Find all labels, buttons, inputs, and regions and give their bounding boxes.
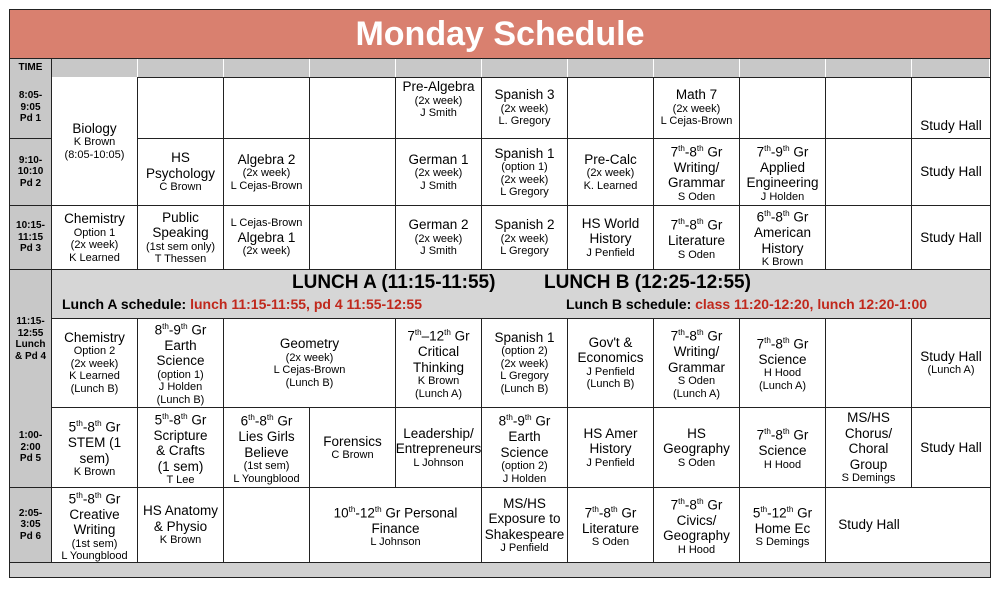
class-cell [482,77,568,138]
class-detail-line: T Thessen [154,253,207,265]
lunch-time-label: 11:15- 12:55 Lunch & Pd 4 [10,270,52,408]
class-detail-line: J Smith [420,179,457,192]
class-cell [482,206,568,269]
class-detail-line: (2x week) [242,167,291,180]
class-name-line: 7th-8th Gr [584,504,637,520]
header-cell [396,59,482,77]
class-cell [568,488,654,562]
class-name-line: Geography [663,441,730,457]
class-detail-line: K Learned [69,370,120,383]
class-name-line: Algebra 1 [237,229,296,245]
class-detail-line: S Oden [677,456,716,469]
class-detail-line: (option 1) [157,368,204,381]
header-cell [568,59,654,77]
class-cell [826,318,912,407]
class-name-line: Study Hall [920,229,982,245]
class-name-line: History [589,231,632,247]
class-detail-line: T Lee [166,474,195,486]
lunch-a-schedule-value: lunch 11:15-11:55, pd 4 11:55-12:55 [190,296,422,312]
class-cell [310,77,396,138]
class-detail-line: (2x week) [242,245,291,258]
class-detail-line: K Brown [73,466,116,479]
class-name-line: Grammar [668,359,725,375]
class-cell [224,139,310,205]
class-detail-line: L Cejas-Brown [230,217,303,230]
header-cell [654,59,740,77]
class-detail-line: J Penfield [586,365,635,378]
class-cell [138,77,224,138]
class-name-line: 7th-8th Gr [670,143,723,160]
lunch-b-schedule-label: Lunch B schedule: [566,296,692,312]
period-time: 2:05- 3:05 Pd 6 [10,488,52,562]
class-cell [568,77,654,138]
class-detail-line: (Lunch A) [758,379,807,392]
class-detail-line: (2x week) [500,357,549,370]
class-name-line: 5th-12th Gr [752,504,813,520]
header-cell [826,59,912,77]
class-name-line: Literature [581,520,640,536]
header-cell [912,59,990,77]
class-detail-line: (2x week) [672,102,721,115]
class-name-line: HS [687,425,706,441]
class-cell [224,408,310,487]
lunch-a-heading: LUNCH A (11:15-11:55) [292,272,496,293]
class-cell [740,408,826,487]
class-detail-line: (Lunch A) [927,364,975,376]
page-title: Monday Schedule [10,10,990,59]
class-name-line: Gov't & [588,334,633,350]
class-detail-line: K Brown [73,136,116,149]
class-detail-line: L Cejas-Brown [230,179,303,192]
class-cell [912,139,990,205]
lunch-a-schedule [62,296,422,312]
class-cell [826,77,912,138]
class-cell [138,408,224,487]
schedule-row [10,206,990,270]
class-cell [396,408,482,487]
class-name-line: Choral [848,441,889,457]
class-cell [740,488,826,562]
class-detail-line: (2x week) [500,102,549,115]
class-name-line: 7th-8th Gr [756,427,809,443]
class-cell [654,318,740,407]
schedule-row [10,488,990,563]
class-detail-line: C Brown [331,449,374,461]
class-name-line: History [589,441,632,457]
lunch-b-schedule [566,296,927,312]
schedule-table [9,9,991,578]
class-cell [52,77,138,206]
class-detail-line: S Demings [755,536,810,548]
class-name-line: Home Ec [754,520,811,536]
schedule-row [10,139,990,206]
class-name-line: MS/HS [847,410,890,426]
class-detail-line: L Cejas-Brown [273,364,346,376]
class-name-line: Study Hall [920,164,982,180]
class-name-line: Writing/ [673,159,720,175]
class-detail-line: (1st sem) [71,537,118,550]
class-name-line: Chemistry [64,329,125,345]
class-name-line: Civics/ [676,512,717,528]
class-name-line: 7th-8th Gr [670,217,723,233]
class-name-line: Study Hall [920,348,982,364]
class-name-line: Lies Girls [238,429,295,444]
class-name-line: Forensics [323,433,382,449]
header-cell [224,59,310,77]
class-detail-line: S Oden [677,375,716,387]
class-name-line: Geometry [279,336,340,351]
class-name-line: & Crafts [156,443,205,458]
class-cell [654,77,740,138]
class-name-line: German 1 [408,151,469,167]
class-name-line: Science [758,351,807,367]
class-name-line: (1 sem) [157,458,204,474]
lunch-b-heading: LUNCH B (12:25-12:55) [544,272,751,293]
class-cell [826,206,912,269]
class-detail-line: (option 2) [501,345,548,358]
class-detail-line: L Cejas-Brown [660,115,733,128]
class-name-line: Science [156,353,205,369]
header-cell [310,59,396,77]
header-cell [52,59,138,77]
period-time: 10:15- 11:15 Pd 3 [10,206,52,269]
class-name-line: STEM (1 [67,435,122,451]
lunch-a-schedule-label: Lunch A schedule: [62,296,187,312]
class-cell [52,206,138,269]
class-name-line: 6th-8th Gr [756,209,809,225]
class-cell [482,408,568,487]
class-detail-line: (Lunch B) [285,376,334,389]
class-name-line: Spanish 1 [494,145,555,161]
class-name-line: Spanish 3 [494,87,555,103]
class-cell [310,206,396,269]
class-detail-line: (1st sem only) [145,240,216,253]
class-name-line: Science [500,444,549,460]
class-cell [912,408,990,487]
class-detail-line: S Oden [677,190,716,203]
time-header: TIME [10,59,52,77]
class-detail-line: (option 2) [501,460,548,472]
class-name-line: 7th-9th Gr [756,143,809,160]
class-cell [224,77,310,138]
class-cell [568,206,654,269]
class-name-line: 7th-8th Gr [670,496,723,513]
class-name-line: HS Anatomy [142,503,219,519]
header-cell [482,59,568,77]
class-cell [826,408,912,487]
class-detail-line: (2x week) [70,357,119,370]
class-cell [138,318,224,407]
class-cell [912,206,990,269]
period-time: 1:00- 2:00 Pd 5 [10,408,52,487]
class-name-line: Creative [69,506,120,522]
class-detail-line: J Holden [158,381,203,394]
class-name-line: 6th-8th Gr [240,413,293,429]
class-cell [482,318,568,407]
class-name-line: sem) [79,450,110,466]
class-name-line: Public [162,209,199,225]
class-cell [826,488,912,562]
class-cell [224,488,310,562]
class-detail-line: L Youngblood [61,550,128,562]
class-detail-line: J Holden [502,472,547,485]
class-name-line: 8th-9th Gr [154,321,207,338]
class-name-line: HS Amer [583,425,638,441]
lunch-band [52,270,990,318]
class-detail-line: (Lunch B) [156,393,205,406]
class-name-line: Spanish 1 [494,329,555,345]
class-cell [654,408,740,487]
class-detail-line: (2x week) [500,173,549,186]
class-cell [826,139,912,205]
class-cell [310,408,396,487]
schedule-row [10,318,990,408]
class-name-line: MS/HS [503,495,546,511]
class-detail-line: (Lunch B) [586,378,635,390]
class-detail-line: J Penfield [586,456,635,469]
class-name-line: Speaking [152,225,209,240]
class-cell [224,318,396,407]
class-name-line: Psychology [145,165,216,181]
class-name-line: Finance [371,520,420,536]
class-cell [396,206,482,269]
class-cell [740,206,826,269]
class-cell [52,488,138,562]
class-name-line: Earth [164,337,197,353]
class-detail-line: H Hood [763,458,802,471]
class-name-line: Shakespeare [484,526,565,542]
period-time: 8:05- 9:05 Pd 1 [10,77,52,138]
class-name-line: American [753,225,812,241]
class-cell [568,318,654,407]
class-cell [568,408,654,487]
class-detail-line: L Gregory [500,370,549,383]
class-name-line: Chemistry [64,211,125,226]
class-cell [568,139,654,205]
class-name-line: History [761,240,804,256]
class-detail-line: H Hood [677,543,716,556]
class-cell [912,77,990,138]
class-cell [396,139,482,205]
class-detail-line: (2x week) [414,94,463,107]
class-name-line: Grammar [668,175,725,191]
class-detail-line: S Oden [591,536,630,548]
class-cell [52,318,138,407]
class-detail-line: H Hood [763,367,802,380]
header-cell [138,59,224,77]
class-name-line: Spanish 2 [494,217,555,233]
class-cell [396,77,482,138]
class-name-line: HS World [581,215,640,231]
class-name-line: Chorus/ [844,425,893,441]
class-name-line: Applied [759,159,806,175]
class-name-line: Leadership/ [403,425,474,441]
class-detail-line: K Brown [159,534,202,547]
class-name-line: 5th-8th Gr [154,411,207,427]
class-name-line: Earth [508,429,541,444]
class-detail-line: Option 1 [73,226,116,239]
class-cell [52,408,138,487]
class-cell [396,318,482,407]
class-cell [654,488,740,562]
class-detail-line: (2x week) [586,167,635,180]
class-name-line: Math 7 [675,87,718,103]
class-name-line: Algebra 2 [237,151,296,167]
class-detail-line: L Youngblood [233,472,300,485]
class-name-line: 7th-8th Gr [756,335,809,352]
class-name-line: Geography [663,528,730,544]
class-cell [740,318,826,407]
class-name-line: Writing/ [673,344,720,359]
class-name-line: Pre-Calc [584,151,637,167]
class-cell [138,488,224,562]
class-cell [310,488,482,562]
class-detail-line: K. Learned [583,179,638,192]
class-detail-line: J Penfield [500,542,549,554]
class-cell [138,206,224,269]
class-name-line: Study Hall [838,517,900,533]
class-name-line: HS [171,150,190,166]
class-detail-line: (option 1) [501,161,548,173]
class-name-line: Engineering [746,175,819,191]
class-name-line: Writing [73,522,116,537]
class-detail-line: L Gregory [500,186,549,198]
class-detail-line: (Lunch A) [414,387,463,400]
class-cell [654,139,740,205]
class-name-line: Critical [417,344,460,359]
class-cell [482,488,568,562]
class-cell [740,77,826,138]
class-name-line: Biology [72,120,117,136]
class-name-line: 7th–12th Gr [407,328,470,344]
class-name-line: Entrepreneurs [396,441,482,457]
class-cell [138,139,224,205]
class-detail-line: Option 2 [73,345,116,358]
header-row [10,59,990,78]
class-name-line: 10th-12th Gr Personal [333,504,458,520]
class-detail-line: (2x week) [414,167,463,180]
class-detail-line: (Lunch A) [672,387,721,400]
class-name-line: Group [849,456,888,472]
class-detail-line: L Gregory [500,245,549,258]
class-name-line: Literature [667,233,726,248]
class-detail-line: (Lunch B) [500,382,549,395]
class-cell [740,139,826,205]
lunch-b-schedule-value: class 11:20-12:20, lunch 12:20-1:00 [695,296,928,312]
class-detail-line: J Penfield [586,246,635,259]
class-detail-line: K Brown [761,256,804,269]
class-name-line: Scripture [153,427,208,443]
period-time: 9:10- 10:10 Pd 2 [10,139,52,205]
class-name-line: Thinking [412,359,465,375]
schedule-row [10,408,990,488]
class-name-line: 5th-8th Gr [68,490,121,506]
class-name-line: & Physio [153,518,208,534]
class-cell [482,139,568,205]
class-detail-line: (1st sem) [243,460,290,472]
class-detail-line: J Smith [420,245,457,258]
class-name-line: Science [758,443,807,458]
class-detail-line: S Demings [841,472,896,485]
class-detail-line: (Lunch B) [70,382,119,395]
class-detail-line: J Smith [420,107,457,119]
class-detail-line: L Johnson [413,456,464,469]
class-cell [224,206,310,269]
class-detail-line: K Learned [69,251,120,264]
class-detail-line: (2x week) [70,239,119,251]
class-name-line: 5th-8th Gr [68,419,121,435]
class-detail-line: (2x week) [414,232,463,245]
class-name-line: Economics [577,350,644,365]
class-detail-line: L Johnson [370,536,421,548]
class-name-line: 7th-8th Gr [670,328,723,344]
class-name-line: 8th-9th Gr [498,413,551,429]
class-detail-line: J Holden [760,190,805,203]
class-detail-line: S Oden [677,248,716,261]
header-cell [740,59,826,77]
class-detail-line: (2x week) [285,351,334,364]
class-name-line: Study Hall [920,439,982,455]
footer-row [10,563,990,577]
class-detail-line: K Brown [417,375,460,387]
class-detail-line: (2x week) [500,232,549,245]
class-name-line: Pre-Algebra [402,79,475,94]
class-detail-line: (8:05-10:05) [64,148,125,161]
class-cell [912,318,990,407]
class-name-line: Believe [244,444,289,460]
class-cell [310,139,396,205]
class-cell [654,206,740,269]
class-name-line: German 2 [408,217,469,233]
class-detail-line: L. Gregory [498,115,551,128]
class-name-line: Study Hall [920,117,982,133]
class-name-line: Exposure to [488,511,561,526]
class-detail-line: C Brown [159,181,202,194]
